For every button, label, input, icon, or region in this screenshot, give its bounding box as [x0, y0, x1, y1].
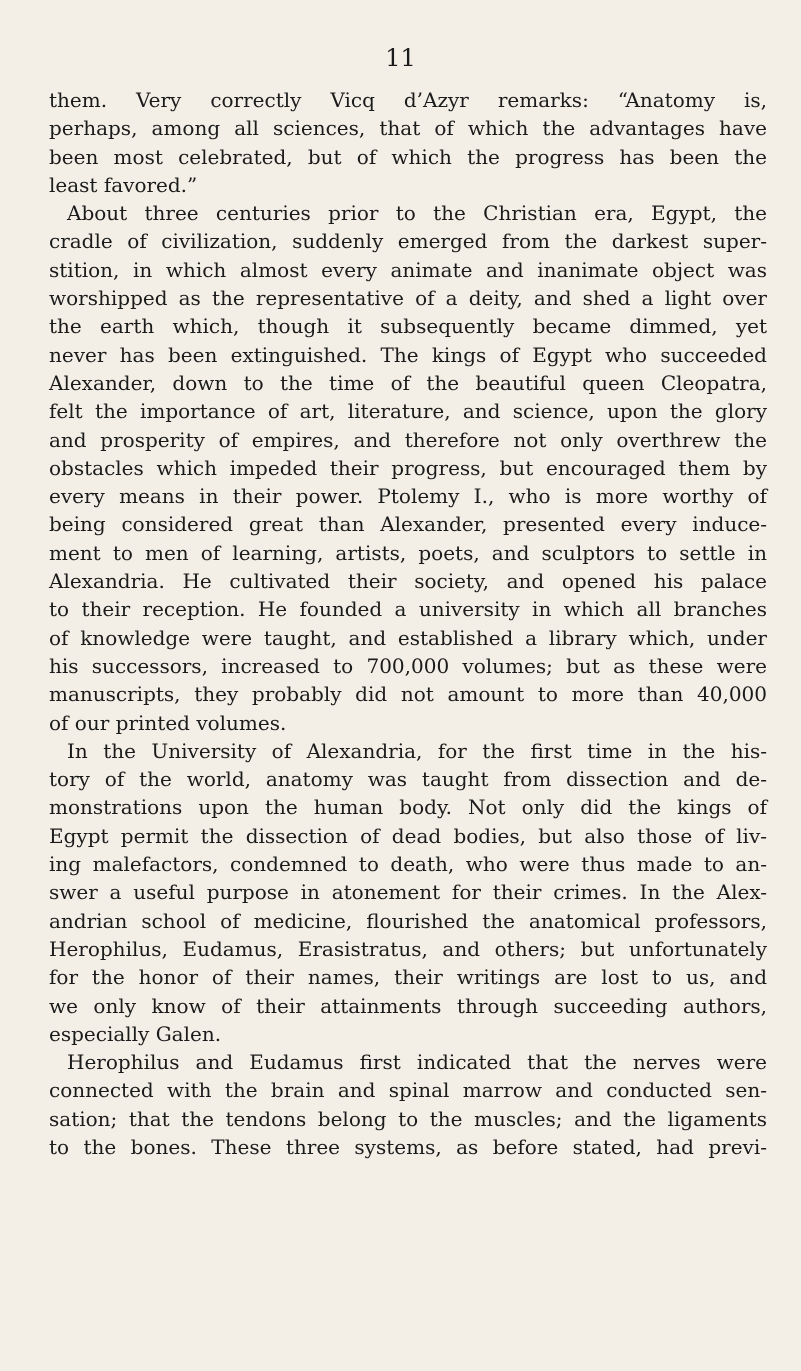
- text-line: and prosperity of empires, and therefore not only overthrew the: [49, 427, 767, 452]
- text-line: his successors, increased to 700,000 volumes; but as these were: [49, 653, 767, 678]
- body-text: [49, 86, 767, 1161]
- text-line: of our printed volumes.: [49, 710, 287, 735]
- text-line: tory of the world, anatomy was taught from dissection and de-: [49, 767, 767, 792]
- text-line: them. Very correctly Vicq d’Azyr remarks: “Anatomy is,: [49, 88, 767, 112]
- text-line: Herophilus and Eudamus first indicated that the nerves were: [67, 1050, 767, 1075]
- text-line: every means in their power. Ptolemy I., who is more worthy of: [49, 484, 767, 509]
- text-line: Herophilus, Eudamus, Erasistratus, and others; but unfortunately: [49, 936, 767, 961]
- text-line: ing malefactors, condemned to death, who were thus made to an-: [49, 852, 767, 877]
- text-line: especially Galen.: [49, 1021, 222, 1046]
- text-line: been most celebrated, but of which the progress has been the: [49, 144, 767, 169]
- text-line: to the bones. These three systems, as before stated, had previ-: [49, 1134, 767, 1159]
- text-line: Alexander, down to the time of the beautiful queen Cleopatra,: [49, 370, 767, 395]
- text-line: In the University of Alexandria, for the first time in the his-: [67, 738, 767, 763]
- text-line: being considered great than Alexander, presented every induce-: [49, 512, 767, 537]
- text-line: sation; that the tendons belong to the muscles; and the ligaments: [49, 1106, 767, 1131]
- text-line: perhaps, among all sciences, that of which the advantages have: [49, 116, 767, 141]
- text-line: swer a useful purpose in atonement for their crimes. In the Alex-: [49, 880, 767, 905]
- text-line: never has been extinguished. The kings of Egypt who succeeded: [49, 342, 767, 367]
- text-line: Egypt permit the dissection of dead bodies, but also those of liv-: [49, 823, 767, 848]
- text-line: least favored.”: [49, 172, 198, 197]
- text-line: for the honor of their names, their writings are lost to us, and: [49, 965, 767, 990]
- text-line: connected with the brain and spinal marrow and conducted sen-: [49, 1078, 767, 1103]
- text-line: monstrations upon the human body. Not only did the kings of: [49, 795, 767, 820]
- text-line: About three centuries prior to the Christian era, Egypt, the: [67, 201, 767, 226]
- text-line: Alexandria. He cultivated their society, and opened his palace: [49, 569, 767, 594]
- text-line: to their reception. He founded a university in which all branches: [49, 597, 767, 622]
- text-line: stition, in which almost every animate and inanimate object was: [49, 257, 767, 282]
- paragraph: [49, 199, 767, 737]
- text-line: ment to men of learning, artists, poets, and sculptors to settle in: [49, 540, 767, 565]
- text-line: of knowledge were taught, and established a library which, under: [49, 625, 767, 650]
- text-line: cradle of civilization, suddenly emerged from the darkest super-: [49, 229, 767, 254]
- paragraph: [49, 86, 767, 199]
- paragraph: [49, 737, 767, 1048]
- text-line: we only know of their attainments through succeeding authors,: [49, 993, 767, 1018]
- page-number: 11: [385, 44, 416, 72]
- text-line: obstacles which impeded their progress, but encouraged them by: [49, 455, 767, 480]
- text-line: worshipped as the representative of a deity, and shed a light over: [49, 286, 767, 311]
- text-line: felt the importance of art, literature, and science, upon the glory: [49, 399, 767, 424]
- paragraph: [49, 1048, 767, 1161]
- text-line: andrian school of medicine, flourished the anatomical professors,: [49, 908, 767, 933]
- text-line: the earth which, though it subsequently became dimmed, yet: [49, 314, 767, 339]
- text-line: manuscripts, they probably did not amount to more than 40,000: [49, 682, 767, 707]
